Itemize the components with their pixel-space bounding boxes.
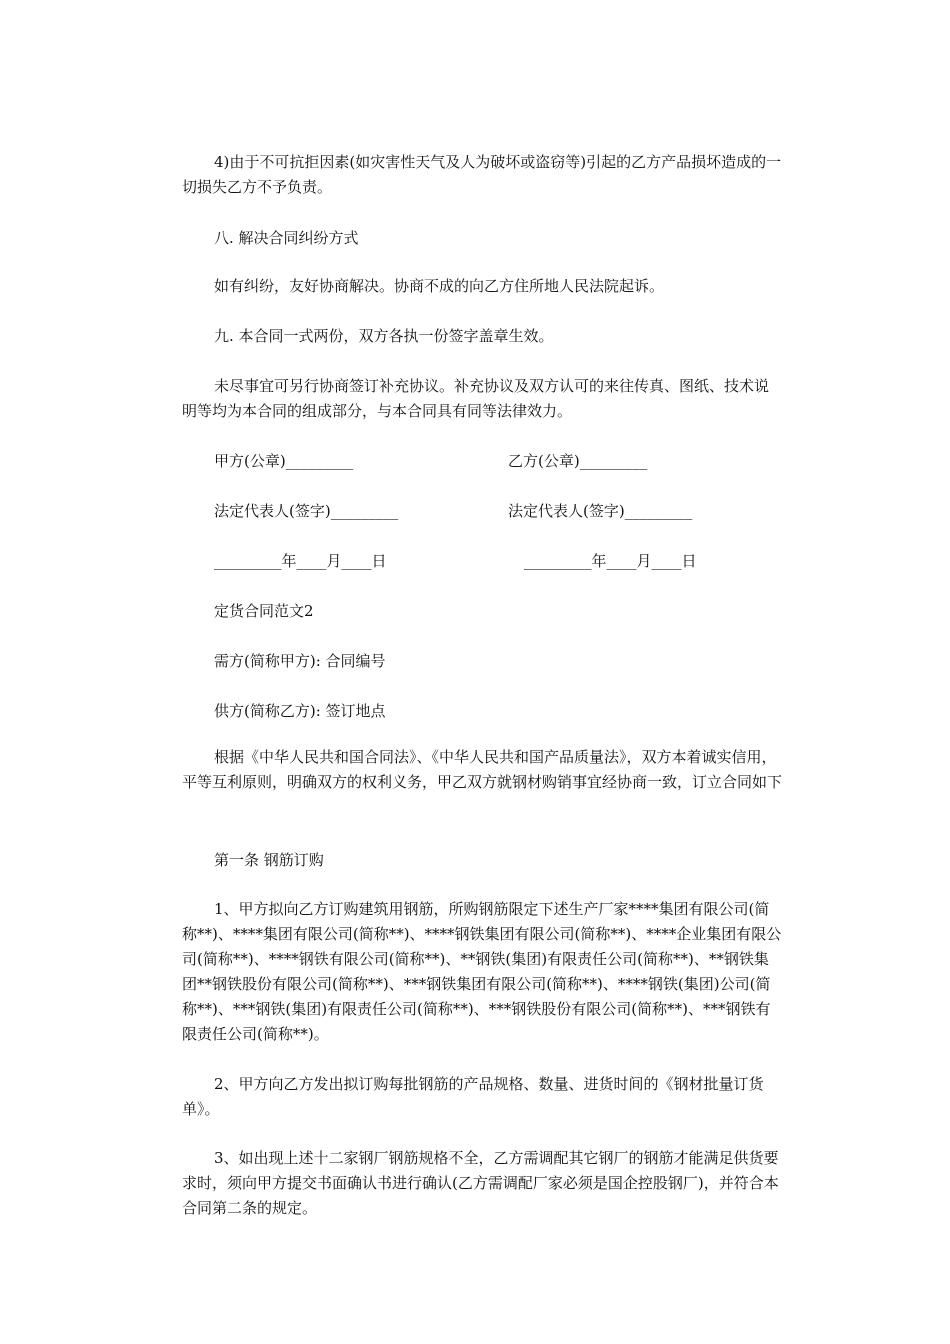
paragraph-supplement: 未尽事宜可另行协商签订补充协议。补充协议及双方认可的来往传真、图纸、技术说明等均为本合同的组成部分，与本合同具有同等法律效力。 [182, 377, 770, 420]
paragraph-force-majeure: 4)由于不可抗拒因素(如灾害性天气及人为破坏或盗窃等)引起的乙方产品损坏造成的一切损失乙方不予负责。 [182, 153, 782, 196]
section-heading-copies: 九. 本合同一式两份，双方各执一份签字盖章生效。 [214, 327, 554, 345]
article-1-item-2: 2、甲方向乙方发出拟订购每批钢筋的产品规格、数量、进货时间的《钢材批量订货单》。 [182, 1075, 764, 1118]
party-a-representative-line: 法定代表人(签字)_________ [214, 502, 399, 520]
article-1-heading: 第一条 钢筋订购 [214, 851, 324, 869]
section-heading-dispute: 八. 解决合同纠纷方式 [214, 229, 359, 247]
party-a-date-line: _________年____月____日 [214, 552, 387, 570]
party-b-date-line: _________年____月____日 [524, 552, 697, 570]
party-a-seal-line: 甲方(公章)_________ [214, 452, 354, 470]
paragraph-preamble: 根据《中华人民共和国合同法》、《中华人民共和国产品质量法》，双方本着诚实信用，平等互利原则，明确双方的权利义务，甲乙双方就钢材购销事宜经协商一致，订立合同如下 [182, 748, 783, 791]
party-b-representative-line: 法定代表人(签字)_________ [508, 502, 693, 520]
party-b-seal-line: 乙方(公章)_________ [508, 452, 648, 470]
document-title-2: 定货合同范文2 [214, 602, 314, 620]
paragraph-dispute: 如有纠纷，友好协商解决。协商不成的向乙方住所地人民法院起诉。 [214, 277, 665, 295]
article-1-item-3: 3、如出现上述十二家钢厂钢筋规格不全，乙方需调配其它钢厂的钢筋才能满足供货要求时，须向甲方提交书面确认书进行确认(乙方需调配厂家必须是国企控股钢厂)，并符合本合同第二条的规定。 [182, 1149, 779, 1217]
buyer-line: 需方(简称甲方): 合同编号 [214, 652, 386, 670]
article-1-item-1: 1、甲方拟向乙方订购建筑用钢筋，所购钢筋限定下述生产厂家****集团有限公司(简称**)、****集团有限公司(简称**)、****钢铁集团有限公司(简称**)、****企业集团有限公司(简称**)、****钢铁有限公司(简称**)、**钢铁(集团)有限责任公司(简称**)、**钢铁集团**钢铁股份有限公司(简称**)、***钢铁集团有限公司(简称**)、****钢铁(集团)公司(简称**)、***钢铁(集团)有限责任公司(简称**)、***钢铁股份有限公司(简称**)、***钢铁有限责任公司(简称**)。 [182, 900, 782, 1043]
supplier-line: 供方(简称乙方): 签订地点 [214, 702, 386, 720]
